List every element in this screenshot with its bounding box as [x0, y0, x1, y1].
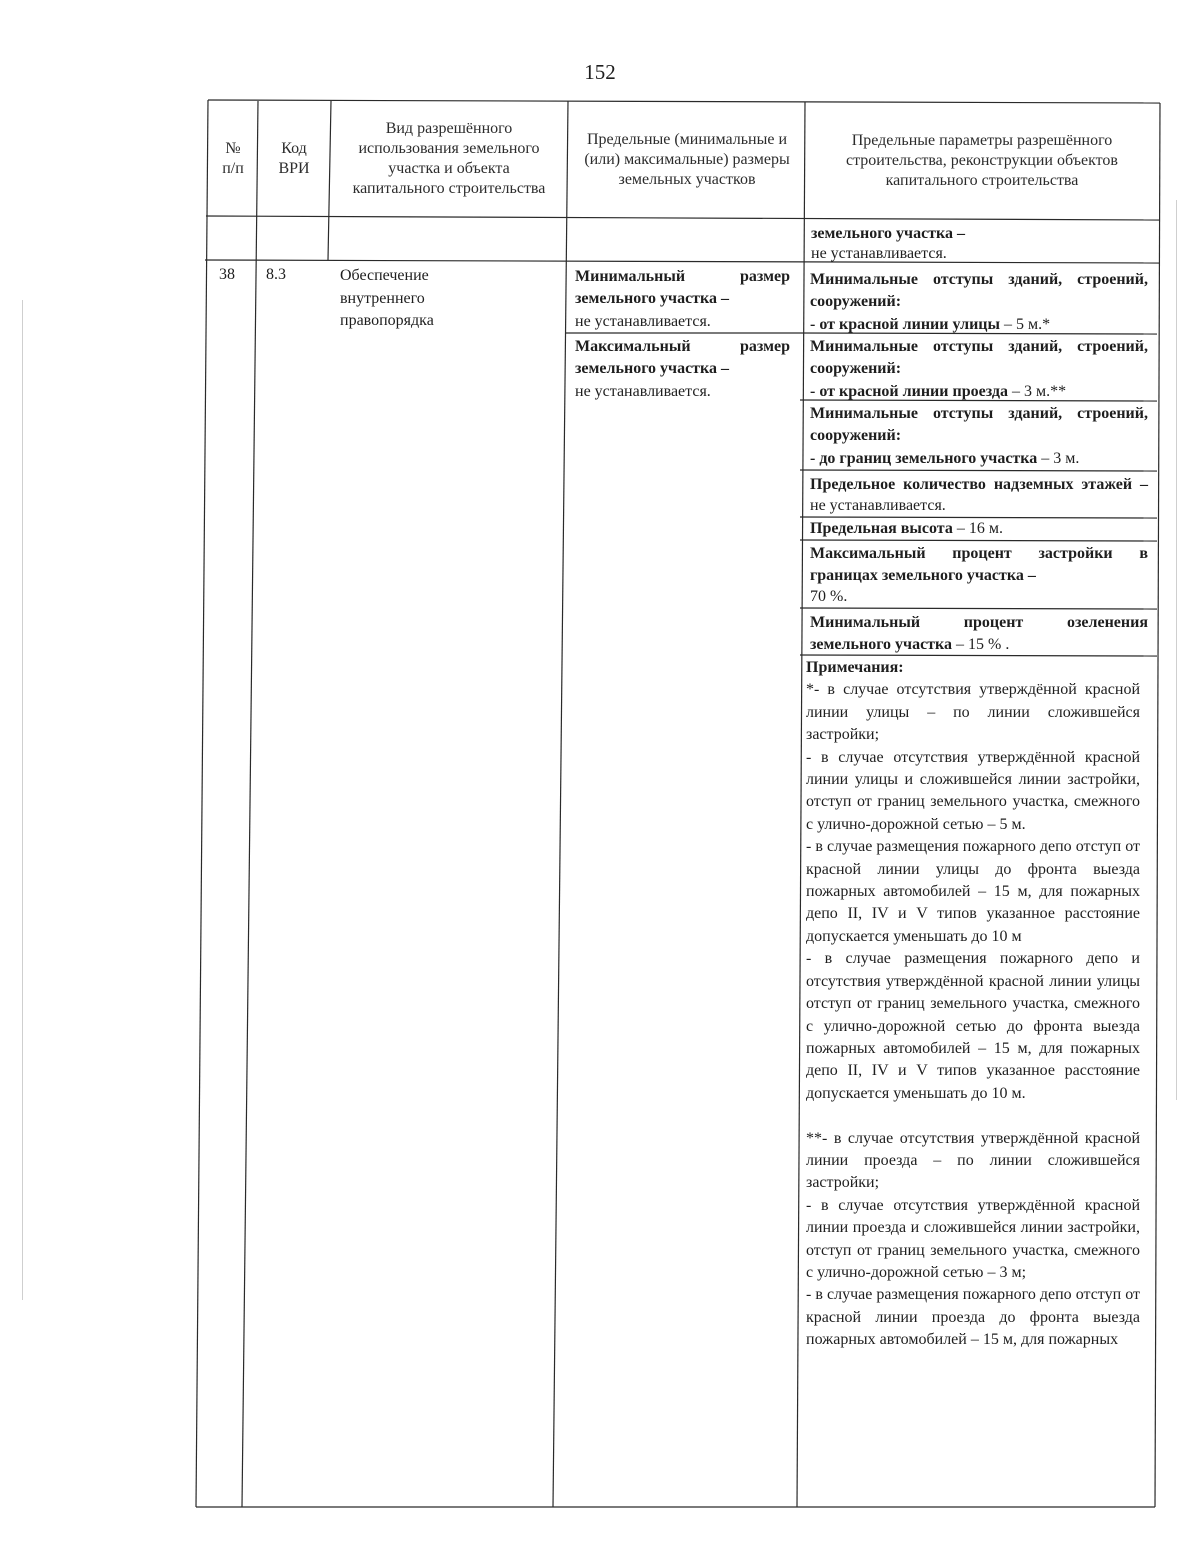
- scan-edge-left: [22, 300, 23, 1300]
- header-params: Предельные параметры разрешённого строительства, реконструкции объектов капитального строительства: [846, 132, 1118, 189]
- param-offset-boundary-bold2: - до границ земельного участка: [810, 449, 1038, 467]
- note-item: **- в случае отсутствия утверждённой красной линии проезда – по линии сложившейся застройки;: [806, 1129, 1140, 1192]
- note-item: - в случае размещения пожарного депо и отсутствия утверждённой красной линии улицы отступ от границ земельного участка, смежного с улично-дорожной сетью до фронта выезда пожарных автомобилей – 15 м, для пожарных депо II, IV и V типов указанное расстояние допускается уменьшать до 10 м.: [806, 950, 1140, 1102]
- row-code: 8.3: [266, 266, 286, 283]
- continuation-normal: не устанавливается.: [811, 245, 947, 262]
- continuation-cell: [811, 224, 1145, 264]
- header-plot-size: Предельные (минимальные и (или) максимальные) размеры земельных участков: [584, 131, 790, 188]
- notes-block: [806, 657, 1140, 1352]
- param-offset-street: [810, 269, 1148, 336]
- param-max-coverage-normal: 70 %.: [810, 588, 848, 605]
- param-floors-bold: Предельное количество надземных этажей –: [810, 476, 1148, 493]
- header-code: Код ВРИ: [278, 140, 310, 177]
- param-max-coverage: [810, 543, 1148, 608]
- size-min-normal: не устанавливается.: [575, 312, 711, 330]
- param-height-bold: Предельная высота: [810, 520, 953, 537]
- param-offset-street-normal: – 5 м.*: [1000, 315, 1051, 333]
- note-item: *- в случае отсутствия утверждённой красной линии улицы – по линии сложившейся застройки;: [806, 681, 1140, 744]
- scan-edge-right: [1176, 200, 1177, 1100]
- param-max-coverage-bold: Максимальный процент застройки в границах земельного участка –: [810, 545, 1148, 584]
- param-min-greenery-bold: Минимальный процент озеленения земельного участка: [810, 614, 1148, 653]
- note-item: - в случае отсутствия утверждённой красной линии проезда и сложившейся линии застройки, отступ от границ земельного участка, смежного с улично-дорожной сетью – 3 м;: [806, 1196, 1140, 1281]
- notes-title: Примечания:: [806, 659, 904, 676]
- param-offset-driveway-bold2: - от красной линии проезда: [810, 382, 1008, 400]
- param-floors: [810, 474, 1148, 516]
- size-min-bold: Минимальный размер земельного участка –: [575, 268, 790, 308]
- param-floors-normal: не устанавливается.: [810, 497, 946, 514]
- header-num: № п/п: [222, 140, 244, 177]
- header-use: Вид разрешённого использования земельного участка и объекта капитального строительства: [352, 120, 546, 197]
- param-offset-driveway-normal: – 3 м.**: [1007, 382, 1067, 400]
- note-item: - в случае размещения пожарного депо отступ от красной линии проезда до фронта выезда пожарных автомобилей – 15 м, для пожарных: [806, 1286, 1140, 1349]
- param-min-greenery-normal: – 15 % .: [952, 635, 1010, 653]
- param-offset-driveway-bold: Минимальные отступы зданий, строений, сооружений:: [810, 338, 1148, 378]
- size-max-bold: Максимальный размер земельного участка –: [575, 338, 790, 378]
- param-offset-boundary-normal: – 3 м.: [1037, 449, 1080, 467]
- param-offset-street-bold2: - от красной линии улицы: [810, 315, 1000, 333]
- page-number: 152: [584, 60, 616, 84]
- note-item: - в случае отсутствия утверждённой красной линии улицы и сложившейся линии застройки, отступ от границ земельного участка, смежного с улично-дорожной сетью – 5 м.: [806, 748, 1140, 833]
- size-cell-max: [575, 336, 790, 403]
- size-max-normal: не устанавливается.: [575, 382, 711, 400]
- param-height: [810, 519, 1148, 539]
- row-use: Обеспечение внутреннего правопорядка: [340, 267, 434, 329]
- param-height-normal: – 16 м.: [952, 520, 1003, 537]
- size-cell-min: [575, 266, 790, 333]
- note-item: - в случае размещения пожарного депо отступ от красной линии улицы до фронта выезда пожарных автомобилей – 15 м, для пожарных депо II, IV и V типов указанное расстояние допускается уменьшать до 10 м: [806, 838, 1140, 945]
- note-spacer: [806, 1105, 1140, 1127]
- param-offset-driveway: [810, 336, 1148, 403]
- row-number: 38: [219, 266, 235, 283]
- param-offset-street-bold: Минимальные отступы зданий, строений, сооружений:: [810, 271, 1148, 311]
- param-offset-boundary: [810, 403, 1148, 470]
- param-offset-boundary-bold: Минимальные отступы зданий, строений, сооружений:: [810, 405, 1148, 445]
- param-min-greenery: [810, 612, 1148, 655]
- continuation-bold: земельного участка –: [811, 225, 966, 242]
